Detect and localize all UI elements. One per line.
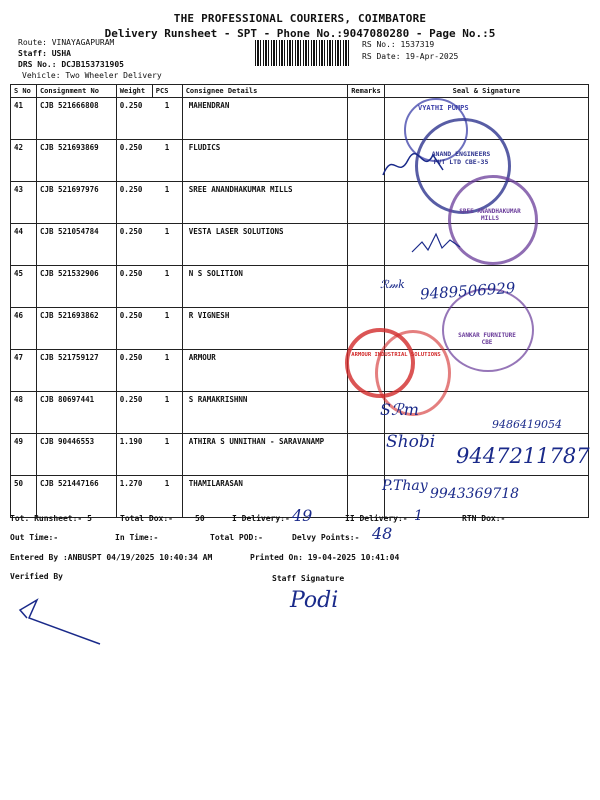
row-sno: 46 xyxy=(11,308,37,350)
row-pcs: 1 xyxy=(152,434,182,476)
signature-42 xyxy=(378,140,448,185)
total-pod: Total POD:- xyxy=(210,533,263,542)
drs-number: DRS No.: DCJB153731905 xyxy=(18,60,124,69)
tot-runsheet: Tot. Runsheet:- 5 xyxy=(10,514,92,523)
row-weight: 0.250 xyxy=(116,308,152,350)
row-pcs: 1 xyxy=(152,224,182,266)
row-consignee: ATHIRA S UNNITHAN - SARAVANAMP xyxy=(182,434,348,476)
row-weight: 0.250 xyxy=(116,350,152,392)
row-weight: 0.250 xyxy=(116,224,152,266)
entered-by: Entered By :ANBUSPT 04/19/2025 10:40:34 AM xyxy=(10,553,213,562)
row-sno: 49 xyxy=(11,434,37,476)
company-title: THE PROFESSIONAL COURIERS, COIMBATORE xyxy=(173,12,427,25)
row-sno: 45 xyxy=(11,266,37,308)
row-consignment: CJB 521693862 xyxy=(36,308,116,350)
row-consignment: CJB 521666808 xyxy=(36,98,116,140)
table-header-row xyxy=(11,85,589,98)
row-consignee: FLUDICS xyxy=(182,140,348,182)
row-consignee: VESTA LASER SOLUTIONS xyxy=(182,224,348,266)
row-pcs: 1 xyxy=(152,308,182,350)
row-pcs: 1 xyxy=(152,266,182,308)
delvy-points-label: Delvy Points:- xyxy=(292,533,360,542)
col-pcs: PCS xyxy=(152,85,182,98)
row-consignment: CJB 521532906 xyxy=(36,266,116,308)
staff-signature: Podi xyxy=(290,588,339,613)
ii-delivery-hand: 1 xyxy=(414,508,423,524)
total-dox-value: 50 xyxy=(195,514,205,523)
row-remarks xyxy=(348,182,385,224)
row-consignee: THAMILARASAN xyxy=(182,476,348,518)
row-remarks xyxy=(348,266,385,308)
name-49: Shobi xyxy=(386,432,436,452)
printed-on: Printed On: 19-04-2025 10:41:04 xyxy=(250,553,400,562)
row-pcs: 1 xyxy=(152,350,182,392)
delvy-points-hand: 48 xyxy=(372,524,393,543)
rs-number: RS No.: 1537319 xyxy=(362,40,435,49)
row-consignee: MAHENDRAN xyxy=(182,98,348,140)
row-consignment: CJB 521447166 xyxy=(36,476,116,518)
row-pcs: 1 xyxy=(152,140,182,182)
row-sno: 50 xyxy=(11,476,37,518)
out-time: Out Time:- xyxy=(10,533,59,542)
row-pcs: 1 xyxy=(152,392,182,434)
phone-49: 9447211787 xyxy=(456,444,590,468)
phone-45: 9489506929 xyxy=(419,278,516,304)
row-consignee: SREE ANANDHAKUMAR MILLS xyxy=(182,182,348,224)
col-sno: S No xyxy=(11,85,37,98)
row-weight: 1.270 xyxy=(116,476,152,518)
stamp-47-text: ARMOUR INDUSTRIAL SOLUTIONS xyxy=(351,352,441,358)
row-pcs: 1 xyxy=(152,182,182,224)
rs-date: RS Date: 19-Apr-2025 xyxy=(362,52,459,61)
ii-delivery-label: II Delivery:- xyxy=(345,514,408,523)
row-consignee: R VIGNESH xyxy=(182,308,348,350)
col-seal-signature: Seal & Signature xyxy=(384,85,588,98)
col-consignee: Consignee Details xyxy=(182,85,348,98)
row-sno: 43 xyxy=(11,182,37,224)
row-consignee: ARMOUR xyxy=(182,350,348,392)
staff-signature-label: Staff Signature xyxy=(272,574,345,583)
row-weight: 0.250 xyxy=(116,266,152,308)
row-weight: 1.190 xyxy=(116,434,152,476)
phone-50: 9943369718 xyxy=(430,486,520,502)
vehicle: Vehicle: Two Wheeler Delivery xyxy=(22,71,162,80)
sign-45: ℛ𝓂k xyxy=(380,278,405,291)
row-sno: 48 xyxy=(11,392,37,434)
row-consignee: S RAMAKRISHNN xyxy=(182,392,348,434)
phone-48: 9486419054 xyxy=(492,418,562,431)
i-delivery-label: I Delivery:- xyxy=(232,514,290,523)
col-remarks: Remarks xyxy=(348,85,385,98)
rtn-dox: RTN Dox:- xyxy=(462,514,506,523)
row-weight: 0.250 xyxy=(116,140,152,182)
row-weight: 0.250 xyxy=(116,182,152,224)
row-sno: 42 xyxy=(11,140,37,182)
runsheet-title: Delivery Runsheet - SPT - Phone No.:9047080280 - Page No.:5 xyxy=(104,27,496,40)
verified-by: Verified By xyxy=(10,572,63,581)
row-weight: 0.250 xyxy=(116,98,152,140)
verified-signature xyxy=(15,588,105,648)
row-consignment: CJB 521697976 xyxy=(36,182,116,224)
row-remarks xyxy=(348,98,385,140)
stamp-42-text: ANAND ENGINEERS PVT LTD CBE-35 xyxy=(431,150,491,166)
row-weight: 0.250 xyxy=(116,392,152,434)
sign-48: Sℛm xyxy=(380,400,419,419)
row-remarks xyxy=(348,434,385,476)
row-consignment: CJB 521693869 xyxy=(36,140,116,182)
row-consignment: CJB 521759127 xyxy=(36,350,116,392)
row-sno: 44 xyxy=(11,224,37,266)
stamp-41-text: VYATHI PUMPS xyxy=(418,104,469,112)
stamp-43-text: SREE ANANDHAKUMAR MILLS xyxy=(459,208,521,222)
row-sno: 47 xyxy=(11,350,37,392)
in-time: In Time:- xyxy=(115,533,159,542)
total-dox-label: Total Dox:- xyxy=(120,514,173,523)
staff: Staff: USHA xyxy=(18,49,71,58)
barcode xyxy=(255,40,350,66)
row-consignment: CJB 521054784 xyxy=(36,224,116,266)
col-consignment: Consignment No xyxy=(36,85,116,98)
row-pcs: 1 xyxy=(152,98,182,140)
stamp-45-text: SANKAR FURNITURE CBE xyxy=(458,332,516,346)
row-remarks xyxy=(348,476,385,518)
name-50: P.Thay xyxy=(382,478,428,494)
row-sno: 41 xyxy=(11,98,37,140)
table-row xyxy=(11,98,589,140)
route: Route: VINAYAGAPURAM xyxy=(18,38,115,47)
row-consignment: CJB 80697441 xyxy=(36,392,116,434)
col-weight: Weight xyxy=(116,85,152,98)
row-remarks xyxy=(348,224,385,266)
i-delivery-hand: 49 xyxy=(292,506,313,525)
row-consignee: N S SOLITION xyxy=(182,266,348,308)
row-consignment: CJB 90446553 xyxy=(36,434,116,476)
row-pcs: 1 xyxy=(152,476,182,518)
signature-44 xyxy=(410,222,465,262)
